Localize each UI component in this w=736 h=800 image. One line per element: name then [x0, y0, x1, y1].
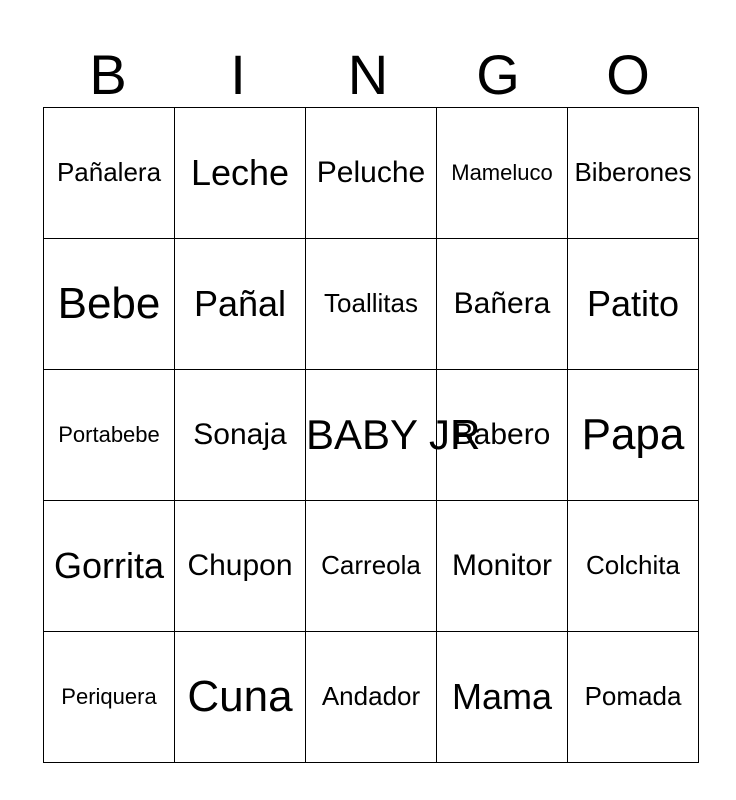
bingo-cell[interactable]: Bebe — [44, 239, 175, 370]
board-row-3 — [44, 370, 699, 501]
bingo-cell[interactable]: Pañalera — [44, 108, 175, 239]
bingo-cell[interactable]: Leche — [175, 108, 306, 239]
bingo-cell[interactable]: Chupon — [175, 501, 306, 632]
header-letter-g: G — [476, 43, 520, 106]
bingo-cell[interactable]: Colchita — [568, 501, 699, 632]
header-letter-o: O — [606, 43, 650, 106]
bingo-cell[interactable]: Cuna — [175, 632, 306, 763]
bingo-cell[interactable]: Periquera — [44, 632, 175, 763]
bingo-header — [43, 44, 693, 106]
bingo-cell[interactable]: Peluche — [306, 108, 437, 239]
bingo-board — [43, 107, 699, 763]
bingo-cell[interactable]: Biberones — [568, 108, 699, 239]
bingo-cell[interactable]: Pomada — [568, 632, 699, 763]
board-row-4 — [44, 501, 699, 632]
bingo-cell[interactable]: Gorrita — [44, 501, 175, 632]
bingo-cell[interactable]: Monitor — [437, 501, 568, 632]
bingo-cell[interactable]: Pañal — [175, 239, 306, 370]
bingo-cell[interactable]: Patito — [568, 239, 699, 370]
header-letter-b: B — [89, 43, 127, 106]
board-row-1 — [44, 108, 699, 239]
bingo-cell[interactable]: Babero — [437, 370, 568, 501]
bingo-cell[interactable]: Sonaja — [175, 370, 306, 501]
bingo-cell[interactable]: Mameluco — [437, 108, 568, 239]
board-row-2 — [44, 239, 699, 370]
bingo-cell[interactable]: Bañera — [437, 239, 568, 370]
bingo-cell[interactable]: Mama — [437, 632, 568, 763]
bingo-cell[interactable]: Andador — [306, 632, 437, 763]
bingo-cell[interactable]: Portabebe — [44, 370, 175, 501]
header-letter-i: I — [230, 43, 246, 106]
board-row-5 — [44, 632, 699, 763]
bingo-cell[interactable]: Carreola — [306, 501, 437, 632]
header-letter-n: N — [347, 43, 389, 106]
free-space-cell[interactable]: BABY JR — [306, 370, 437, 501]
bingo-cell[interactable]: Papa — [568, 370, 699, 501]
bingo-cell[interactable]: Toallitas — [306, 239, 437, 370]
